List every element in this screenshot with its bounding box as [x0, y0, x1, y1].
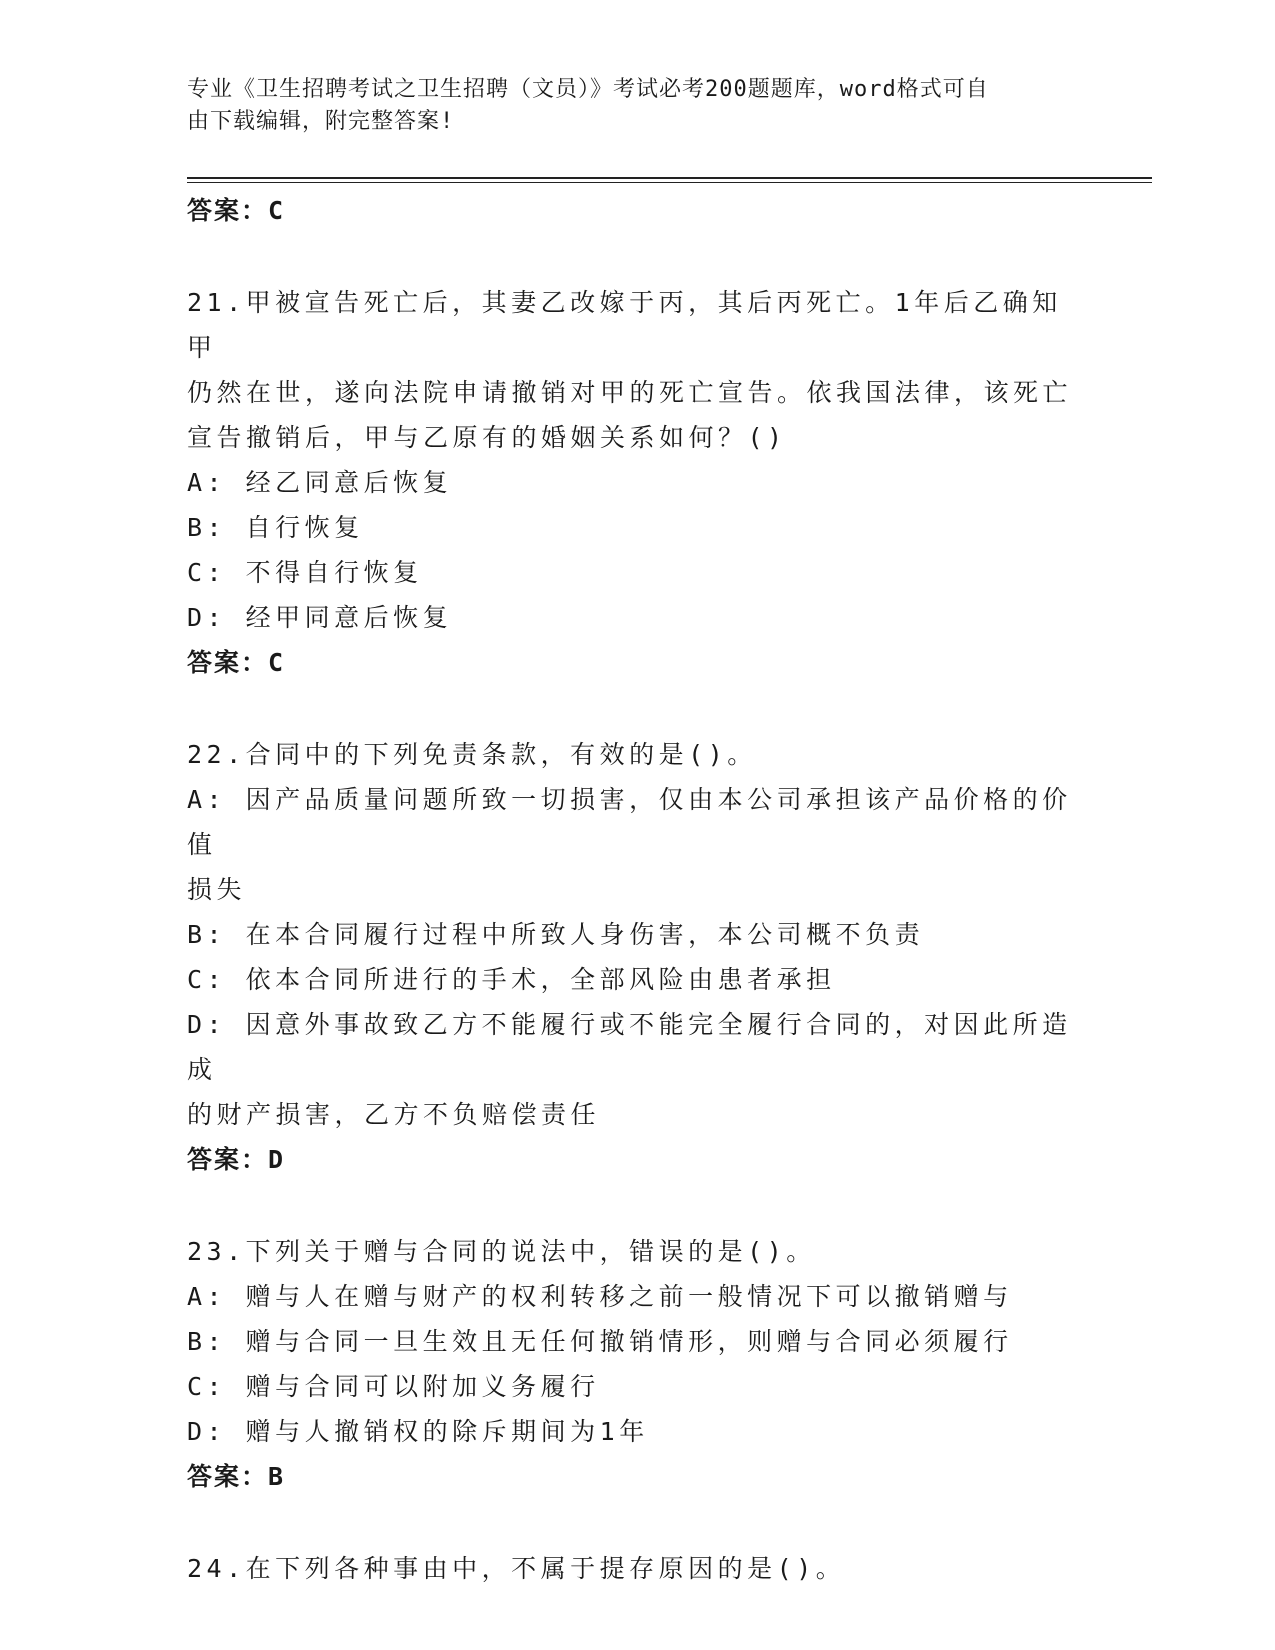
document-header — [187, 74, 1067, 138]
answer: 答案：C — [187, 648, 286, 677]
question-24 — [187, 1546, 1077, 1591]
option-d-continued: 的财产损害，乙方不负赔偿责任 — [187, 1100, 601, 1129]
option-d: D: 赠与人撤销权的除斥期间为1年 — [187, 1417, 649, 1446]
answer: 答案：B — [187, 1462, 286, 1491]
question-stem-line: 仍然在世，遂向法院申请撤销对甲的死亡宣告。依我国法律，该死亡 — [187, 378, 1073, 407]
header-line-2: 由下载编辑，附完整答案! — [187, 109, 455, 134]
option-b: B: 自行恢复 — [187, 513, 364, 542]
question-stem-line: 21.甲被宣告死亡后，其妻乙改嫁于丙，其后丙死亡。1年后乙确知甲 — [187, 288, 1062, 362]
option-b: B: 在本合同履行过程中所致人身伤害，本公司概不负责 — [187, 920, 925, 949]
spacer — [187, 1499, 1077, 1546]
option-c: C: 赠与合同可以附加义务履行 — [187, 1372, 600, 1401]
question-stem: 23.下列关于赠与合同的说法中，错误的是()。 — [187, 1237, 816, 1266]
spacer — [187, 233, 1077, 280]
question-stem-line: 宣告撤销后，甲与乙原有的婚姻关系如何？() — [187, 423, 787, 452]
option-a: A: 赠与人在赠与财产的权利转移之前一般情况下可以撤销赠与 — [187, 1282, 1013, 1311]
header-divider-thick — [187, 177, 1152, 179]
header-divider-thin — [187, 182, 1152, 183]
option-c: C: 不得自行恢复 — [187, 558, 423, 587]
answer: 答案：D — [187, 1145, 286, 1174]
option-a-continued: 损失 — [187, 875, 247, 904]
question-21 — [187, 280, 1077, 685]
question-list — [187, 188, 1077, 1591]
option-c: C: 依本合同所进行的手术，全部风险由患者承担 — [187, 965, 836, 994]
option-a: A: 经乙同意后恢复 — [187, 468, 453, 497]
option-b: B: 赠与合同一旦生效且无任何撤销情形，则赠与合同必须履行 — [187, 1327, 1013, 1356]
header-line-1: 专业《卫生招聘考试之卫生招聘（文员）》考试必考200题题库，word格式可自 — [187, 77, 989, 102]
question-22 — [187, 732, 1077, 1182]
question-23 — [187, 1229, 1077, 1499]
option-a: A: 因产品质量问题所致一切损害，仅由本公司承担该产品价格的价值 — [187, 785, 1072, 859]
prev-question-answer: 答案：C — [187, 196, 286, 225]
spacer — [187, 685, 1077, 732]
spacer — [187, 1182, 1077, 1229]
question-stem: 24.在下列各种事由中，不属于提存原因的是()。 — [187, 1554, 846, 1583]
option-d: D: 因意外事故致乙方不能履行或不能完全履行合同的，对因此所造成 — [187, 1010, 1072, 1084]
question-stem: 22.合同中的下列免责条款，有效的是()。 — [187, 740, 757, 769]
option-d: D: 经甲同意后恢复 — [187, 603, 453, 632]
